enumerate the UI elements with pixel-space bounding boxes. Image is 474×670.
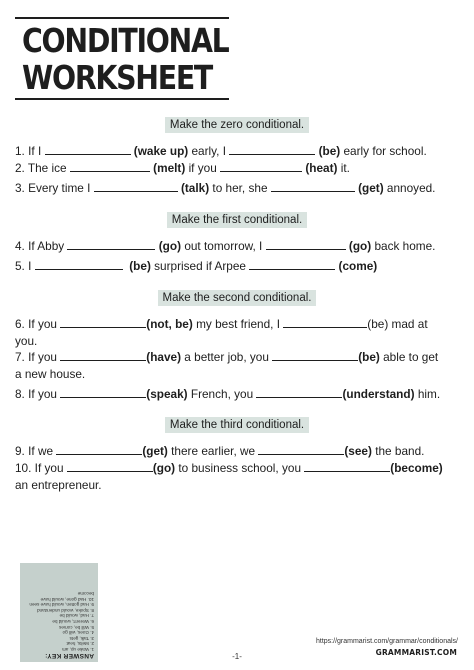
answer-key-item: 1. Wake up, am: [62, 647, 94, 652]
answer-blank[interactable]: [45, 144, 131, 155]
question-4: 4. If Abby (go) out tomorrow, I (go) back home.: [15, 239, 436, 253]
answer-blank[interactable]: [256, 387, 342, 398]
answer-blank[interactable]: [67, 461, 153, 472]
answer-blank[interactable]: [249, 259, 335, 270]
question-1: 1. If I (wake up) early, I (be) early for school.: [15, 144, 427, 158]
answer-key-title: ANSWER KEY:: [44, 652, 94, 659]
answer-key-item: 7. Had, would be: [59, 613, 94, 619]
title-rule-top: [15, 17, 229, 19]
question-9: 9. If we (get) there earlier, we (see) the band.: [15, 444, 425, 458]
question-10: 10. If you (go) to business school, you (become): [15, 461, 443, 475]
answer-key-item: 9. Had gotten, would have seen: [29, 602, 94, 608]
answer-key-item: 5. Will be, comes: [59, 624, 94, 630]
answer-blank[interactable]: [60, 350, 146, 361]
answer-key-item: 6. Weren't, would be: [52, 619, 94, 625]
section-heading-third: Make the third conditional.: [0, 415, 474, 433]
answer-blank[interactable]: [272, 350, 358, 361]
answer-blank[interactable]: [70, 161, 150, 172]
brand-logo-text: GRAMMARIST.COM: [375, 648, 457, 657]
answer-key-item: 2. Melts, heat: [66, 641, 94, 647]
question-6: 6. If you (not, be) my best friend, I (be) mad at: [15, 317, 428, 331]
answer-blank[interactable]: [229, 144, 315, 155]
question-10-continued: an entrepreneur.: [15, 478, 102, 492]
answer-blank[interactable]: [266, 239, 346, 250]
answer-key-item: 8. Spoke, would understand: [37, 607, 94, 613]
question-7: 7. If you (have) a better job, you (be) able to get: [15, 350, 439, 364]
answer-blank[interactable]: [60, 387, 146, 398]
worksheet-title-line1: CONDITIONAL: [22, 21, 229, 60]
answer-blank[interactable]: [258, 444, 344, 455]
page-number: -1-: [232, 652, 242, 661]
question-8: 8. If you (speak) French, you (understand) him.: [15, 387, 441, 401]
section-heading-first: Make the first conditional.: [0, 210, 474, 228]
section-heading-zero: Make the zero conditional.: [0, 115, 474, 133]
answer-key-item: 10. Had gone, would have become: [40, 591, 94, 602]
answer-blank[interactable]: [283, 317, 367, 328]
answer-blank[interactable]: [220, 161, 302, 172]
answer-key-item: 3. Talk, gets: [69, 635, 94, 641]
answer-key-box: [20, 563, 98, 662]
worksheet-title-line2: WORKSHEET: [22, 58, 212, 97]
question-5: 5. I (be) surprised if Arpee (come): [15, 259, 378, 273]
question-7-continued: a new house.: [15, 367, 86, 381]
answer-key-item: 4. Goes, will go: [62, 630, 94, 636]
question-2: 2. The ice (melt) if you (heat) it.: [15, 161, 350, 175]
question-3: 3. Every time I (talk) to her, she (get) annoyed.: [15, 181, 436, 195]
answer-blank[interactable]: [35, 259, 123, 270]
title-rule-bottom: [15, 98, 229, 100]
answer-blank[interactable]: [60, 317, 146, 328]
answer-blank[interactable]: [56, 444, 142, 455]
section-heading-second: Make the second conditional.: [0, 288, 474, 306]
question-6-continued: you.: [15, 334, 38, 348]
source-url-link[interactable]: https://grammarist.com/grammar/conditionals/: [316, 638, 458, 645]
answer-blank[interactable]: [67, 239, 155, 250]
answer-blank[interactable]: [304, 461, 390, 472]
answer-blank[interactable]: [271, 181, 355, 192]
answer-blank[interactable]: [94, 181, 178, 192]
